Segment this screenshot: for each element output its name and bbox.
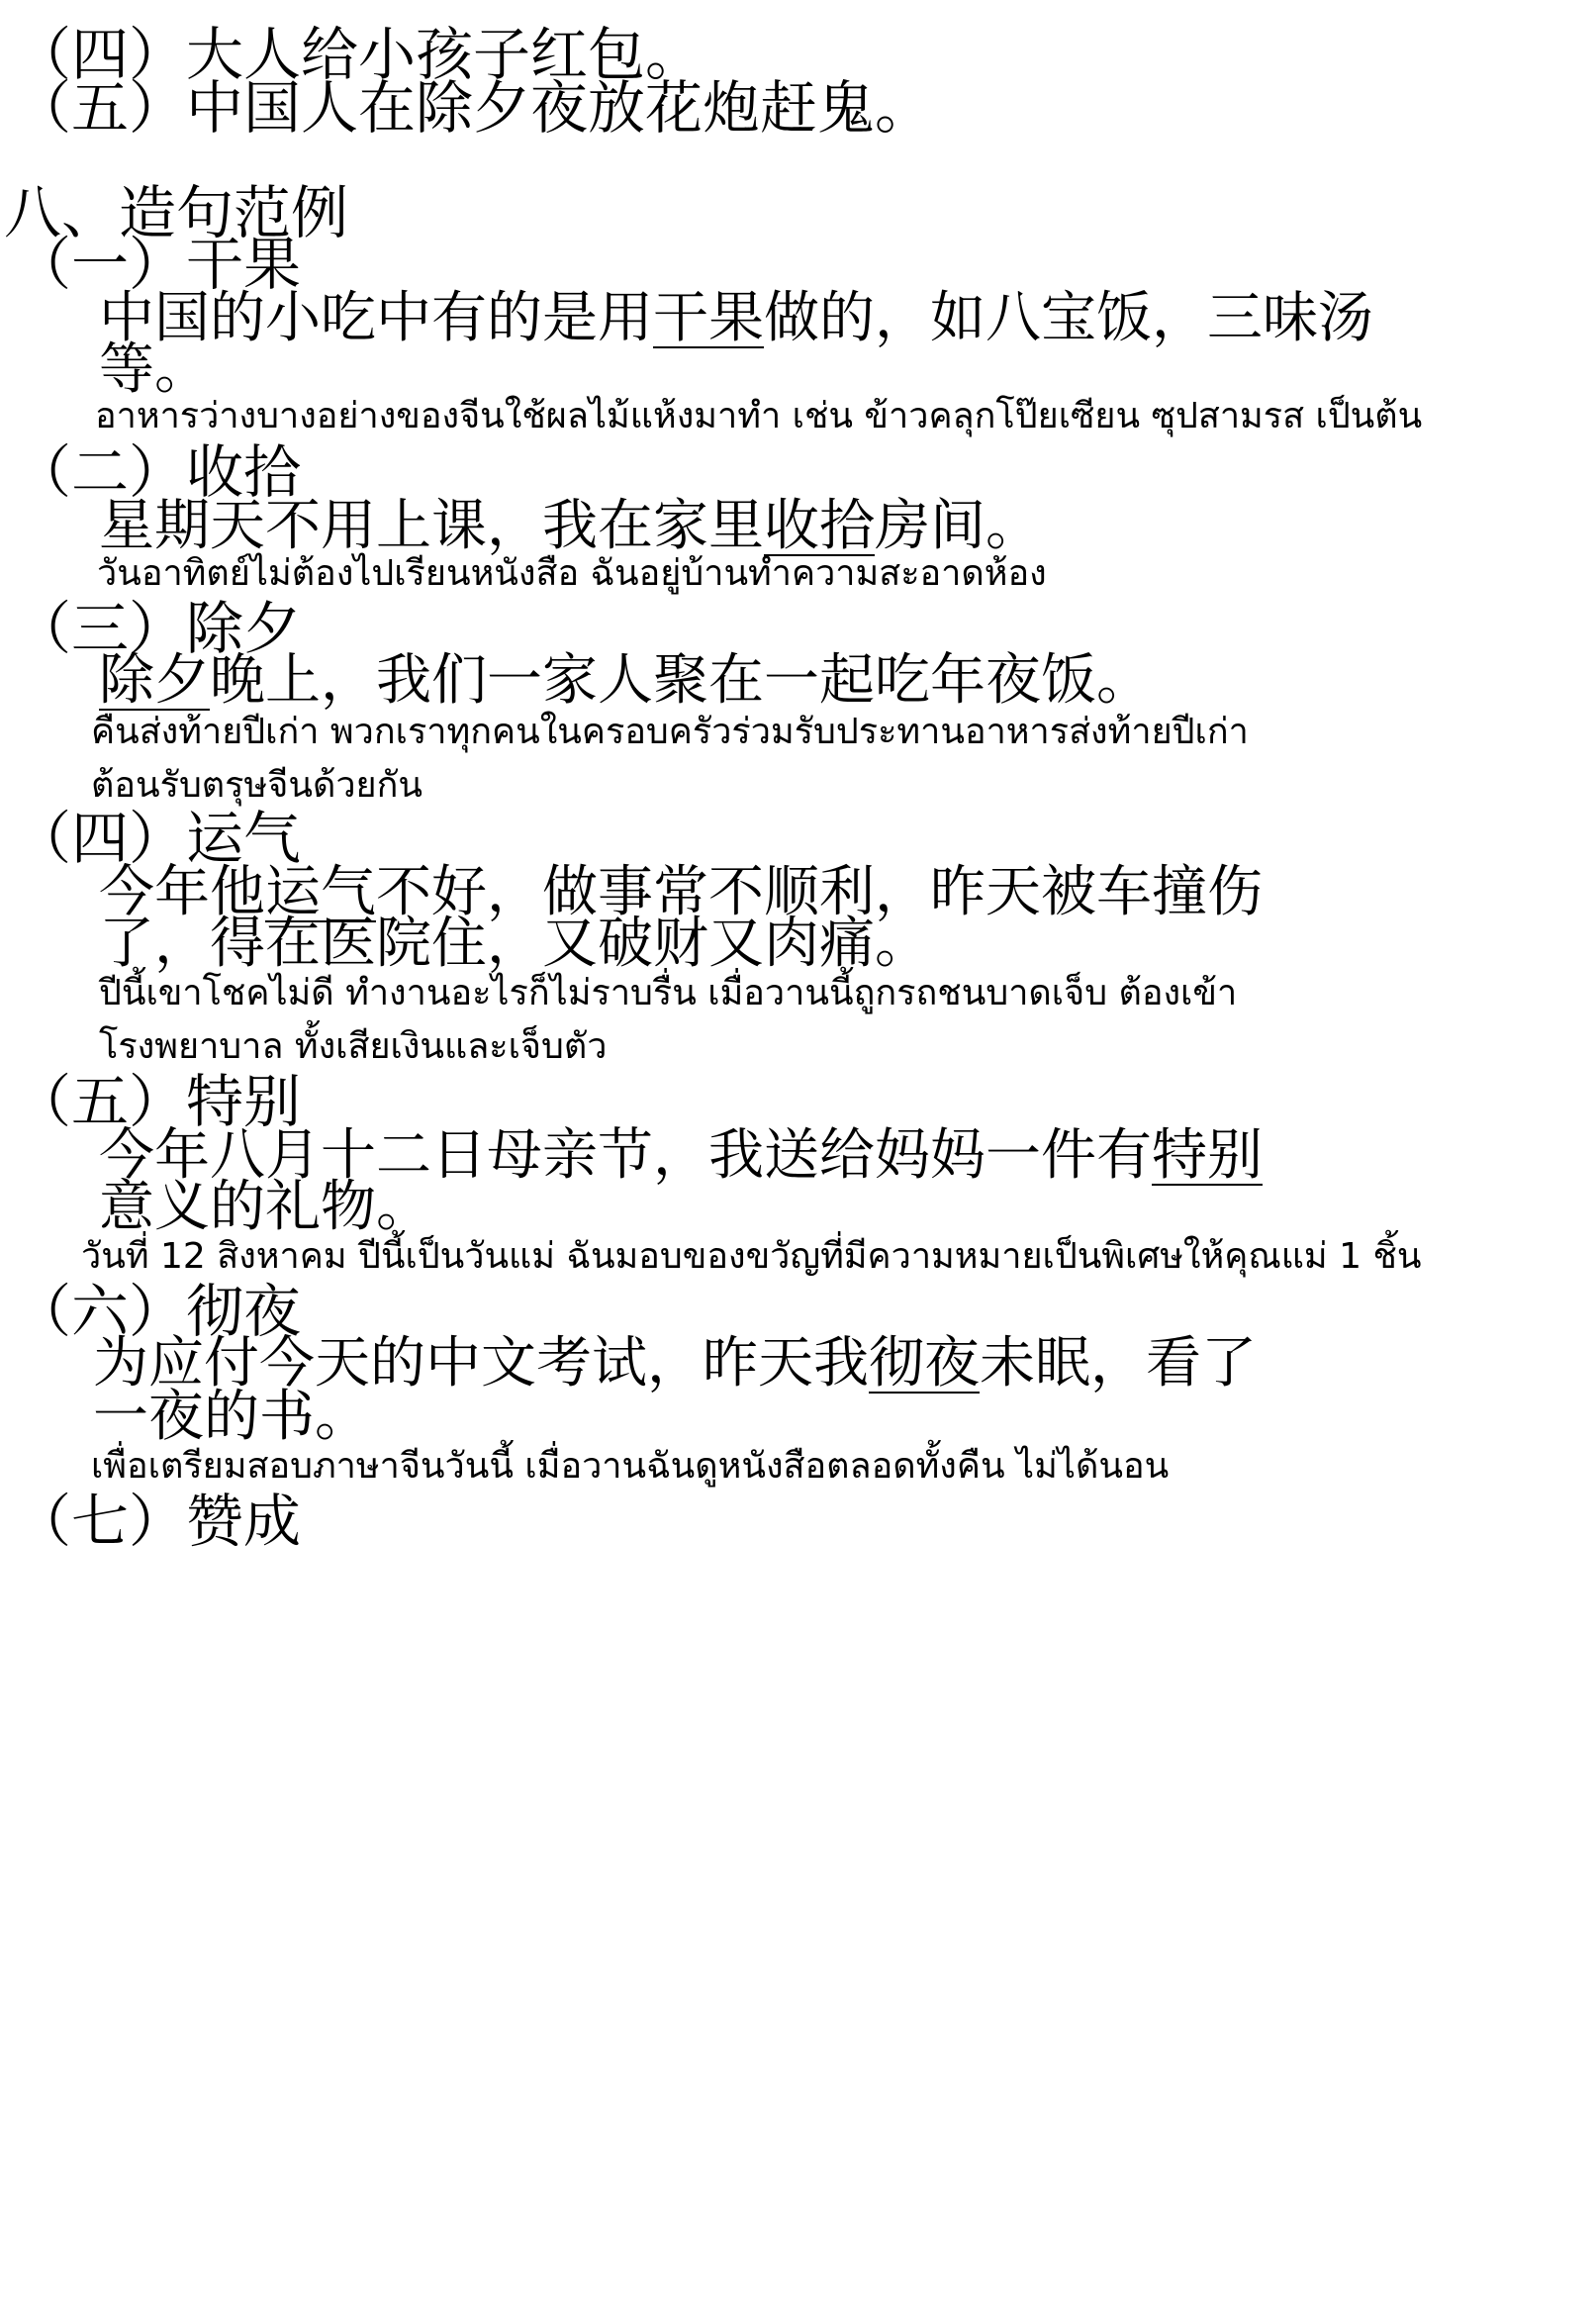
- example-heading: （三）除夕: [14, 595, 302, 662]
- example-sentence-line: [99, 494, 1041, 558]
- thai-translation: โรงพยาบาล ทั้งเสียเงินและเจ็บตัว: [99, 1026, 608, 1067]
- sentence-text: 为应付今天的中文考试，昨天我: [93, 1331, 869, 1395]
- thai-translation: วันที่ 12 สิงหาคม ปีนี้เป็นวันแม่ ฉันมอบของขวัญที่มีความหมายเป็นพิเศษให้คุณแม่ 1 ชิ้น: [81, 1236, 1422, 1277]
- keyword-underlined: 运气: [265, 860, 376, 924]
- example-sentence-line: [99, 648, 1152, 713]
- example-heading: （七）赞成: [14, 1488, 302, 1555]
- thai-translation: เพื่อเตรียมสอบภาษาจีนวันนี้ เมื่อวานฉันดูหนังสือตลอดทั้งคืน ไม่ได้นอน: [91, 1446, 1170, 1487]
- sentence-text: 星期天不用上课，我在家里: [99, 494, 764, 558]
- keyword-underlined: 干果: [653, 286, 764, 350]
- example-heading: （一）干果: [14, 231, 302, 298]
- example-heading: （六）彻夜: [14, 1278, 302, 1345]
- sentence-text: 晚上，我们一家人聚在一起吃年夜饭。: [210, 648, 1152, 713]
- example-sentence-line: [99, 286, 1373, 350]
- thai-translation: คืนส่งท้ายปีเก่า พวกเราทุกคนในครอบครัวร่วมรับประทานอาหารส่งท้ายปีเก่า: [91, 712, 1249, 752]
- example-sentence-line: 意义的礼物。: [99, 1175, 431, 1239]
- example-sentence-line: 一夜的书。: [93, 1385, 370, 1449]
- keyword-underlined: 特别: [1152, 1123, 1263, 1188]
- sentence-text: 未眠，看了: [980, 1331, 1257, 1395]
- keyword-underlined: 彻夜: [869, 1331, 980, 1395]
- example-sentence-line: 了，得在医院住，又破财又肉痛。: [99, 912, 930, 976]
- example-heading: （四）运气: [14, 805, 302, 872]
- sentence-text: 房间。: [875, 494, 1041, 558]
- top-item-5: （五）中国人在除夕夜放花炮赶鬼。: [14, 74, 933, 142]
- thai-translation: ต้อนรับตรุษจีนด้วยกัน: [91, 765, 423, 806]
- keyword-underlined: 收拾: [764, 494, 875, 558]
- thai-translation: ปีนี้เขาโชคไม่ดี ทำงานอะไรก็ไม่ราบรื่น เมื่อวานนี้ถูกรถชนบาดเจ็บ ต้องเข้า: [99, 973, 1238, 1013]
- sentence-text: 今年他: [99, 860, 265, 924]
- keyword-underlined: 除夕: [99, 648, 210, 713]
- section-title: 八、造句范例: [4, 179, 349, 246]
- example-heading: （五）特别: [14, 1068, 302, 1135]
- thai-translation: อาหารว่างบางอย่างของจีนใช้ผลไม้แห้งมาทำ เช่น ข้าวคลุกโป๊ยเซียน ซุปสามรส เป็นต้น: [95, 396, 1423, 436]
- sentence-text: 今年八月十二日母亲节，我送给妈妈一件有: [99, 1123, 1152, 1188]
- sentence-text: 不好，做事常不顺利，昨天被车撞伤: [376, 860, 1263, 924]
- sentence-text: 中国的小吃中有的是用: [99, 286, 653, 350]
- thai-translation: วันอาทิตย์ไม่ต้องไปเรียนหนังสือ ฉันอยู่บ้านทำความสะอาดห้อง: [97, 553, 1047, 594]
- example-sentence-line: [93, 1331, 1257, 1395]
- sentence-text: 做的，如八宝饭，三味汤: [764, 286, 1373, 350]
- example-sentence-line: 等。: [99, 337, 210, 402]
- example-heading: （二）收拾: [14, 438, 302, 506]
- top-item-4: （四）大人给小孩子红包。: [14, 21, 704, 88]
